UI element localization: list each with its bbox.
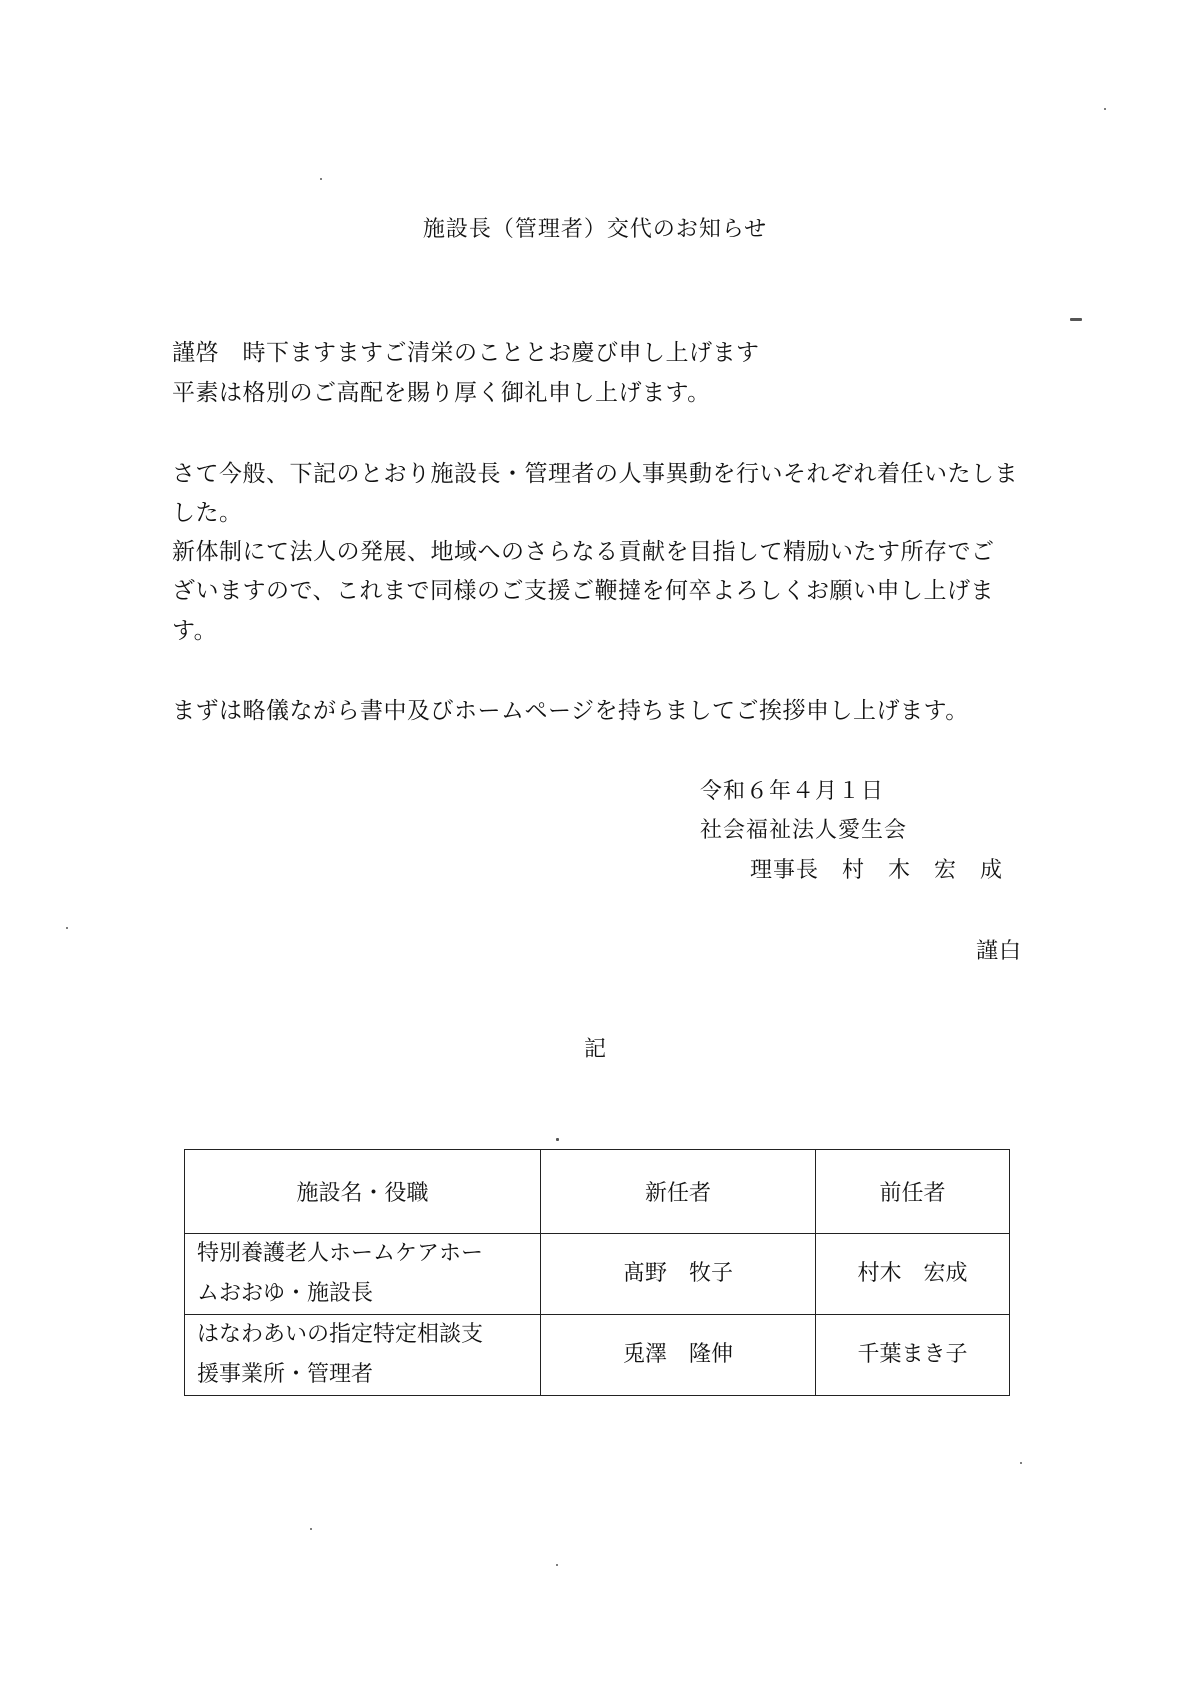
header-previous: 前任者 [816,1150,1010,1234]
header-new: 新任者 [541,1150,816,1234]
facility-line-2: ムおおゆ・施設長 [197,1281,374,1306]
table-row [185,1315,1010,1396]
table-header-row [185,1150,1010,1234]
greeting-line-2: 平素は格別のご高配を賜り厚く御礼申し上げます。 [172,380,711,406]
sign-off: 謹白 [976,939,1023,964]
scan-speck [556,1564,558,1566]
new-appointee-cell: 髙野 牧子 [541,1234,816,1315]
organization-name: 社会福祉法人愛生会 [700,818,908,843]
personnel-table [184,1149,1010,1396]
resolve-line-2: ざいますので、これまで同様のご支援ご鞭撻を何卒よろしくお願い申し上げま [172,578,995,604]
record-heading: 記 [583,1037,606,1062]
new-appointee-cell: 兎澤 隆伸 [541,1315,816,1396]
facility-line-1: はなわあいの指定特定相談支 [197,1322,484,1347]
closing-line: まずは略儀ながら書中及びホームページを持ちましてご挨拶申し上げます。 [172,698,969,724]
scan-speck [1070,318,1082,321]
previous-holder-cell: 村木 宏成 [816,1234,1010,1315]
resolve-line-3: す。 [172,618,218,644]
header-facility: 施設名・役職 [185,1150,541,1234]
scan-speck [556,1138,559,1141]
greeting-line-1: 謹啓 時下ますますご清栄のこととお慶び申し上げます [172,340,760,366]
previous-holder-cell: 千葉まき子 [816,1315,1010,1396]
facility-cell [185,1315,541,1396]
resolve-line-1: 新体制にて法人の発展、地域へのさらなる貢献を目指して精励いたす所存でご [172,539,995,565]
facility-line-1: 特別養護老人ホームケアホー [197,1241,484,1266]
table-row [185,1234,1010,1315]
representative-name: 理事長 村 木 宏 成 [750,858,1004,883]
scan-speck [1020,1462,1022,1464]
notice-line-1: さて今般、下記のとおり施設長・管理者の人事異動を行いそれぞれ着任いたしま [172,461,1018,487]
facility-cell [185,1234,541,1315]
document-title: 施設長（管理者）交代のお知らせ [422,217,768,242]
scan-speck [1104,108,1106,110]
scan-speck [66,927,68,929]
scan-speck [310,1528,312,1530]
facility-line-2: 援事業所・管理者 [197,1362,374,1387]
issue-date: 令和６年４月１日 [700,779,885,804]
notice-line-2: した。 [172,500,243,526]
scan-speck [320,178,322,180]
